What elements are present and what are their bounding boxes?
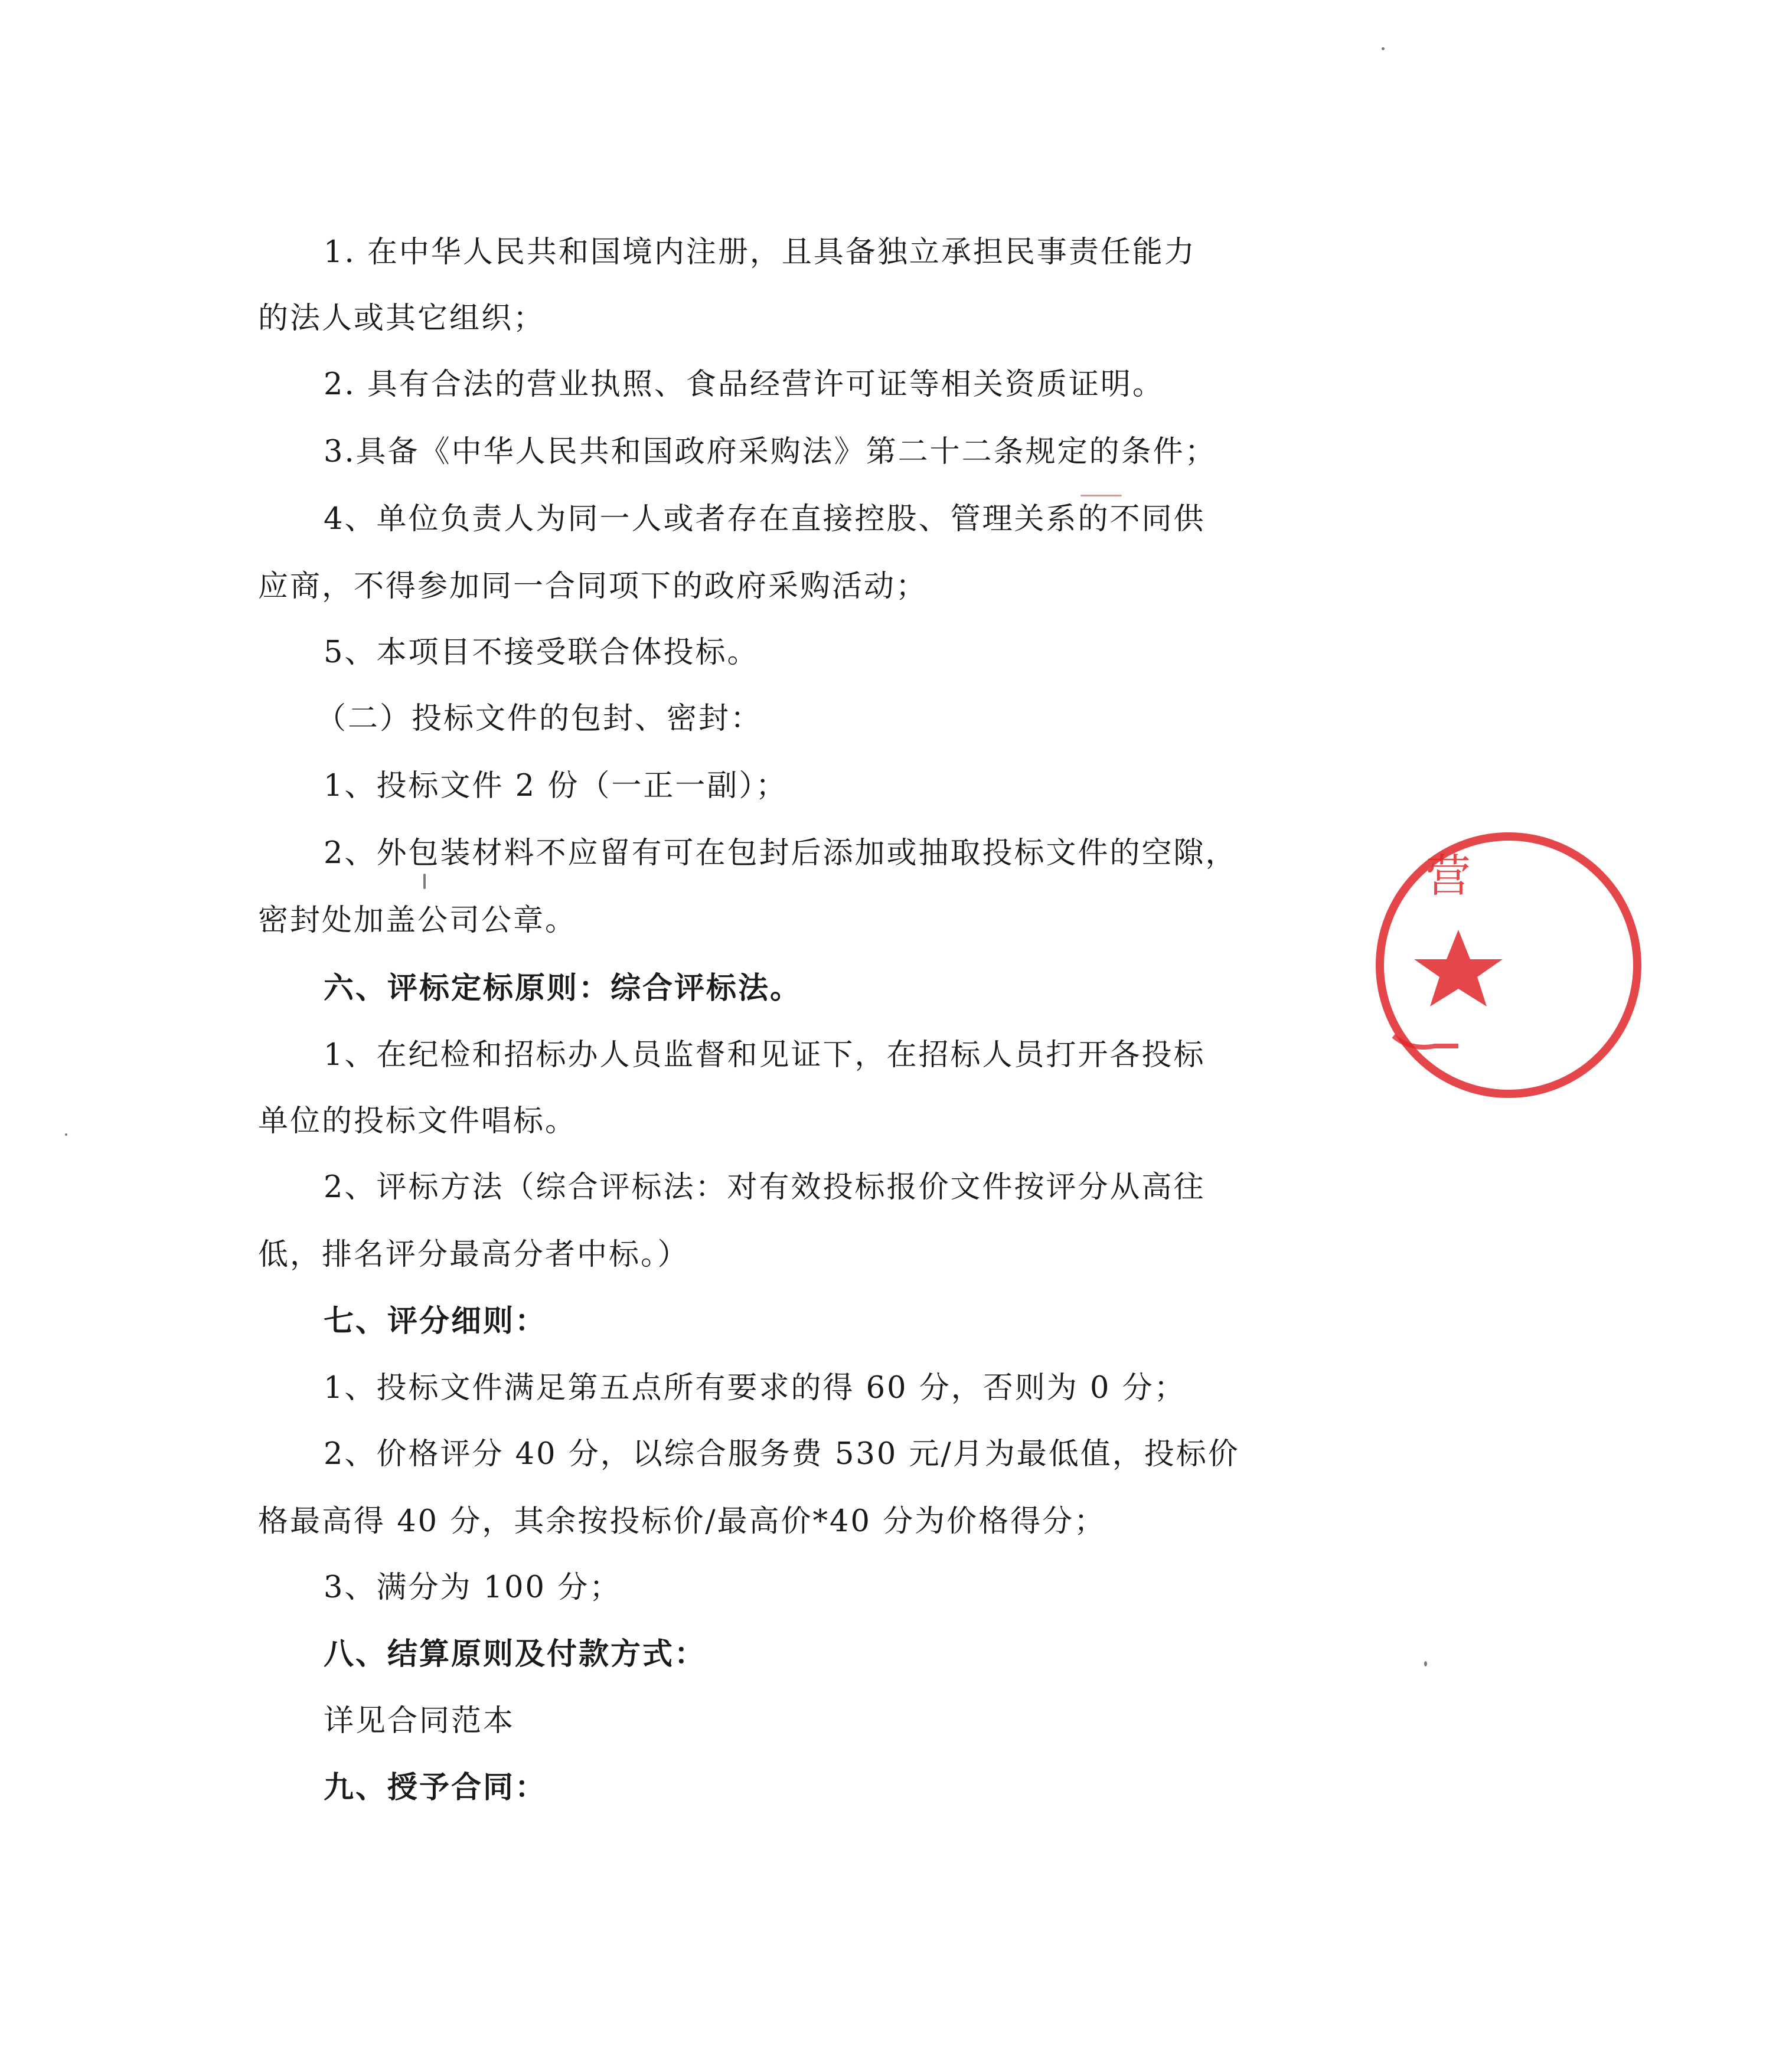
heading-7: 七、评分细则： <box>324 1303 547 1339</box>
scan-speck <box>1080 495 1122 496</box>
paragraph-5: 5、本项目不接受联合体投标。 <box>324 635 759 670</box>
paragraph-4-line-1: 4、单位负责人为同一人或者存在直接控股、管理关系的不同供 <box>324 502 1206 537</box>
heading-6-item-1-line-1: 1、在纪检和招标办人员监督和见证下，在招标人员打开各投标 <box>324 1038 1206 1073</box>
heading-8-item-1: 详见合同范本 <box>324 1704 515 1738</box>
scan-speck <box>1382 47 1385 50</box>
paragraph-1-line-2: 的法人或其它组织； <box>258 301 546 336</box>
official-stamp-icon <box>1370 826 1647 1104</box>
scan-speck <box>423 874 426 889</box>
heading-6-item-2-line-2: 低，排名评分最高分者中标。） <box>258 1237 690 1272</box>
heading-8: 八、结算原则及付款方式： <box>324 1636 707 1672</box>
heading-7-item-3: 3、满分为 100 分； <box>324 1570 622 1605</box>
section-2-item-2-line-2: 密封处加盖公司公章。 <box>258 903 577 938</box>
paragraph-3: 3.具备《中华人民共和国政府采购法》第二十二条规定的条件； <box>324 434 1217 469</box>
section-2-item-1: 1、投标文件 2 份（一正一副）； <box>324 769 788 803</box>
heading-6: 六、评标定标原则：综合评标法。 <box>324 970 802 1006</box>
scan-speck <box>65 1133 67 1136</box>
scan-speck <box>1424 1661 1427 1666</box>
paragraph-2: 2. 具有合法的营业执照、食品经营许可证等相关资质证明。 <box>324 367 1164 402</box>
paragraph-1-line-1: 1. 在中华人民共和国境内注册，且具备独立承担民事责任能力 <box>324 235 1196 270</box>
paragraph-4-line-2: 应商，不得参加同一合同项下的政府采购活动； <box>258 569 928 604</box>
heading-6-item-2-line-1: 2、评标方法（综合评标法：对有效投标报价文件按评分从高往 <box>324 1170 1206 1205</box>
stamp-text: 营 <box>1426 849 1471 902</box>
section-2-heading: （二）投标文件的包封、密封： <box>316 701 763 736</box>
section-2-item-2-line-1: 2、外包装材料不应留有可在包封后添加或抽取投标文件的空隙， <box>324 836 1238 871</box>
heading-7-item-2-line-1: 2、价格评分 40 分，以综合服务费 530 元/月为最低值，投标价 <box>324 1437 1240 1472</box>
heading-9: 九、授予合同： <box>324 1770 547 1805</box>
heading-7-item-1: 1、投标文件满足第五点所有要求的得 60 分，否则为 0 分； <box>324 1371 1186 1406</box>
heading-6-item-1-line-2: 单位的投标文件唱标。 <box>258 1104 577 1139</box>
heading-7-item-2-line-2: 格最高得 40 分，其余按投标价/最高价*40 分为价格得分； <box>258 1504 1106 1539</box>
